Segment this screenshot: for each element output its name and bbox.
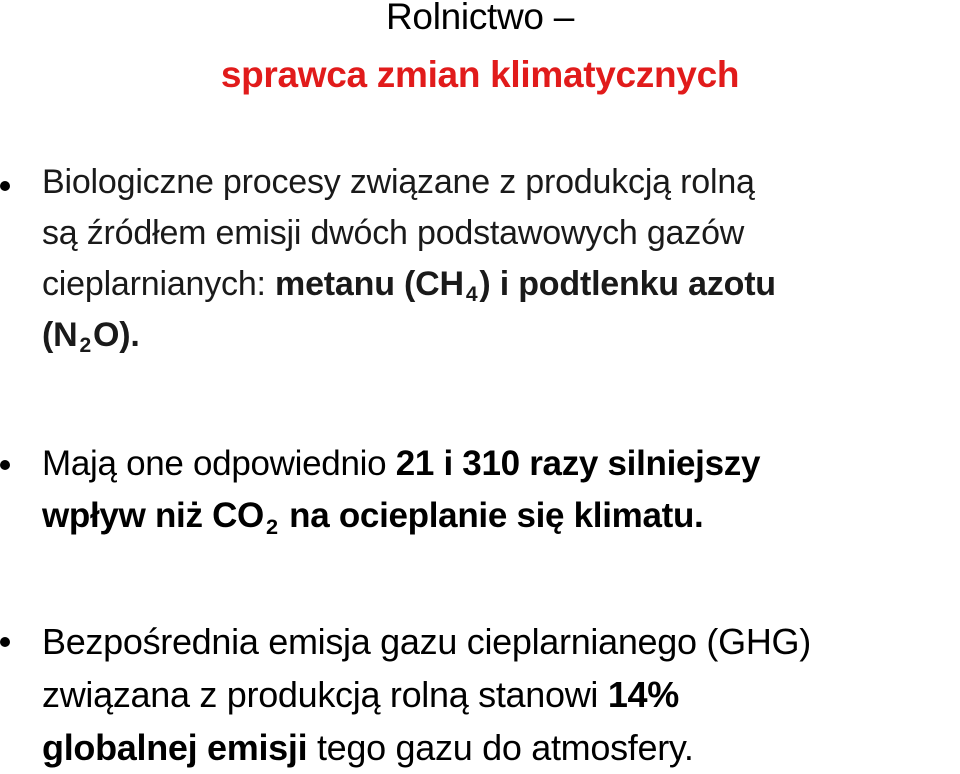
bullet-3-line-2-bold: 14% <box>607 674 679 715</box>
bullet-1-line-4 <box>42 310 960 361</box>
bullet-3-text <box>42 615 960 774</box>
bullet-2-co2-sub: 2 <box>265 513 278 539</box>
bullet-2-line-1 <box>42 438 960 490</box>
title-subtitle-text: sprawca zmian klimatycznych <box>220 54 740 95</box>
bullet-3-line-3-normal: tego gazu do atmosfery. <box>307 727 694 768</box>
bullet-2-line-2 <box>42 490 960 542</box>
slide-title <box>0 0 960 40</box>
title-dash: – <box>553 0 574 37</box>
bullet-1-text <box>42 157 960 361</box>
bullet-3-line-1: Bezpośrednia emisja gazu cieplarnianego (GHG) <box>42 621 811 662</box>
bullet-2-line-1-bold: 21 i 310 razy silniejszy <box>395 444 761 483</box>
bullet-3-line-3 <box>42 721 960 774</box>
bullet-1-line-1: Biologiczne procesy związane z produkcją rolną <box>42 163 755 201</box>
bullet-3-line-2 <box>42 668 960 721</box>
bullet-1-n2o-a: (N <box>42 316 78 354</box>
bullet-3-line-3-bold: globalnej emisji <box>42 727 308 768</box>
bullet-2-line-1-normal: Mają one odpowiednio <box>42 444 396 483</box>
bullet-2-co2-b: na ocieplanie się klimatu. <box>279 496 704 535</box>
bullet-1-line-3-normal: cieplarnianych: <box>42 265 276 303</box>
bullet-2-co2-a: wpływ niż CO <box>42 496 264 535</box>
title-main: Rolnictwo <box>386 0 544 37</box>
bullet-dot-icon <box>0 637 10 647</box>
bullet-1-methane-a: metanu (CH <box>275 265 464 303</box>
bullet-1-line-3 <box>42 259 960 310</box>
bullet-1-n2o-b: O). <box>93 316 140 354</box>
bullet-1-methane-sub: 4 <box>465 283 478 307</box>
bullet-3-line-2-normal: związana z produkcją rolną stanowi <box>42 674 608 715</box>
bullet-2-text <box>42 438 960 542</box>
bullet-1-line-2: są źródłem emisji dwóch podstawowych gazów <box>42 214 745 252</box>
slide-subtitle <box>0 52 960 98</box>
bullet-dot-icon <box>0 181 10 191</box>
bullet-1-n2o-sub: 2 <box>79 334 92 358</box>
bullet-1-methane-b: ) i podtlenku azotu <box>479 265 776 303</box>
bullet-dot-icon <box>0 460 10 470</box>
